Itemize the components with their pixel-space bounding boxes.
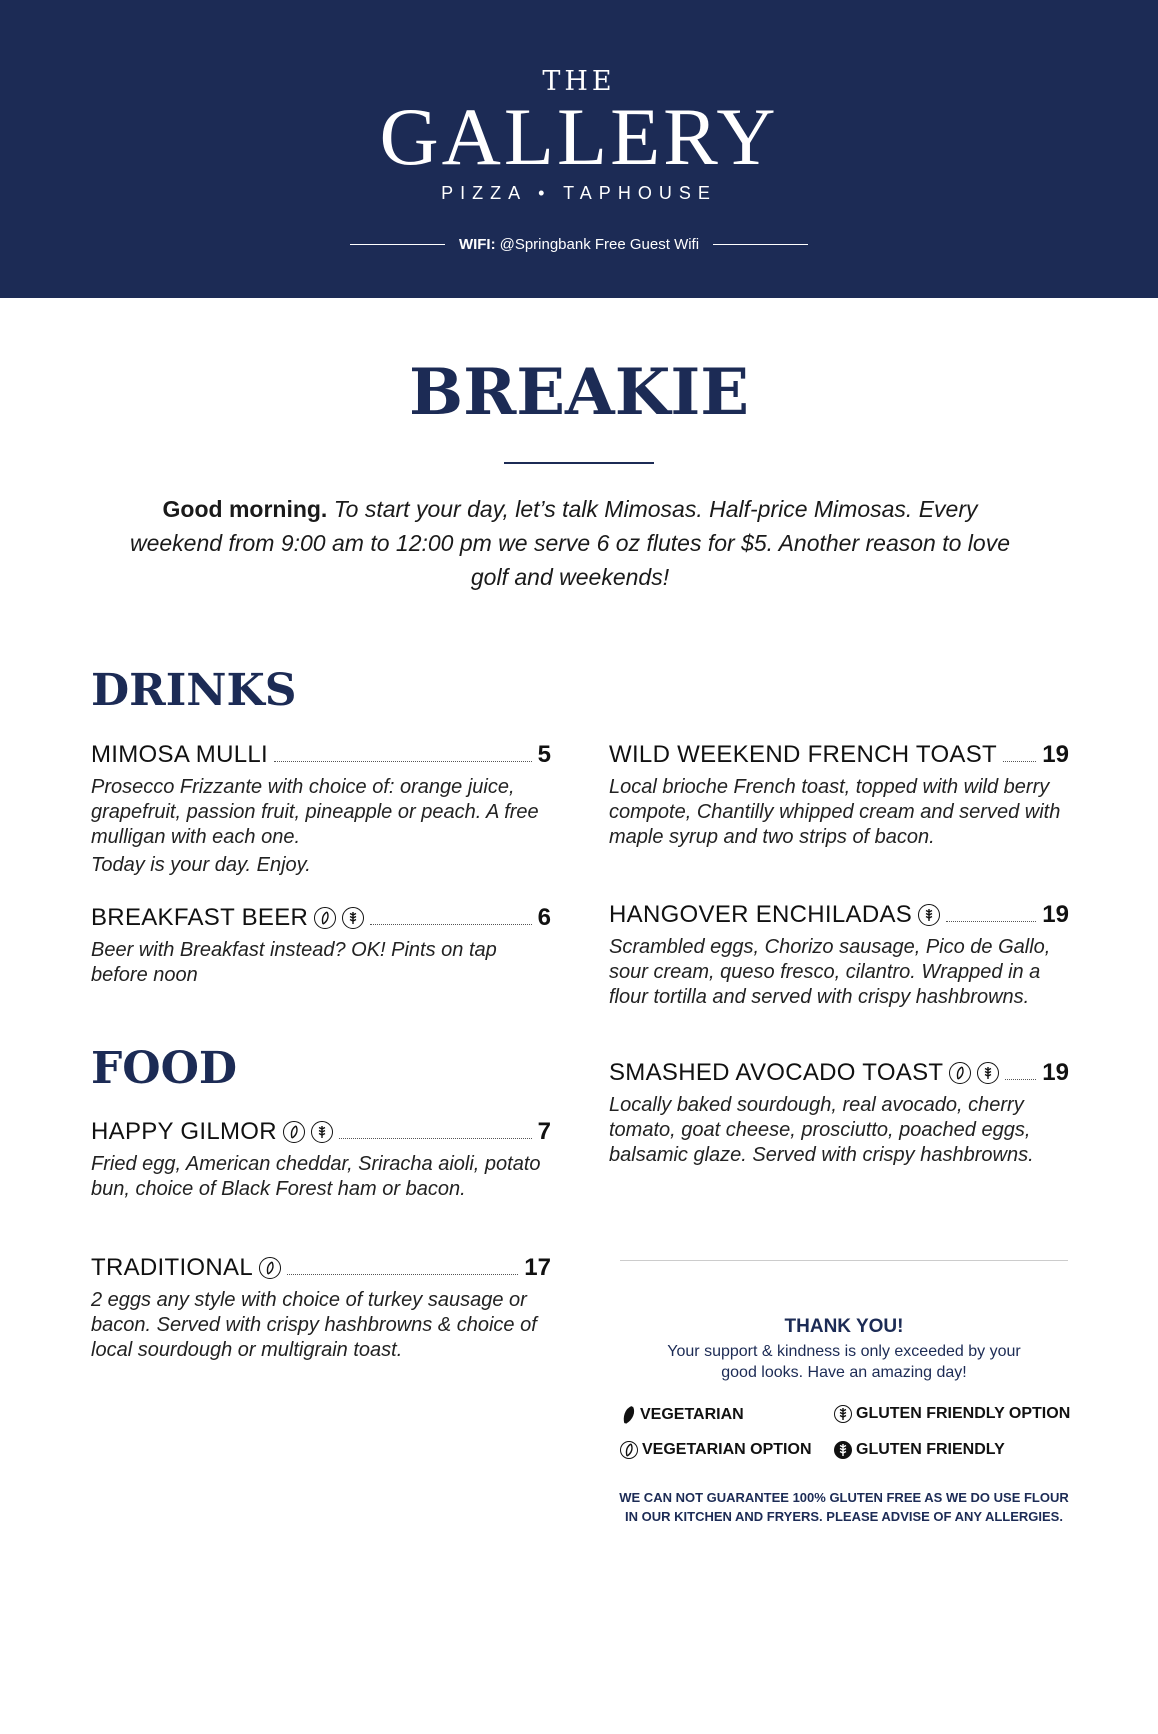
wifi-label: WIFI: — [458, 236, 496, 253]
gluten-friendly-option-icon — [918, 904, 940, 926]
item-price: 19 — [1042, 1059, 1069, 1086]
vegetarian-icon — [620, 1405, 636, 1425]
allergy-disclaimer: WE CAN NOT GUARANTEE 100% GLUTEN FREE AS WE DO USE FLOUR IN OUR KITCHEN AND FRYERS. PLEASE ADVISE OF ANY ALLERGIES. — [619, 1490, 1069, 1524]
item-description: 2 eggs any style with choice of turkey sausage or bacon. Served with crispy hashbrowns & choice of local sourdough or multigrain toast. — [91, 1289, 537, 1361]
gluten-friendly-option-icon — [834, 1405, 852, 1423]
logo-subtitle: PIZZA • TAPHOUSE — [441, 183, 717, 203]
gluten-friendly-option-icon — [977, 1062, 999, 1084]
vegetarian-option-icon — [283, 1121, 305, 1143]
legend-gluten-friendly — [834, 1441, 1005, 1459]
item-name: SMASHED AVOCADO TOAST — [609, 1059, 944, 1086]
leader-dots — [370, 924, 531, 925]
header-banner — [0, 0, 1158, 298]
gluten-friendly-icon — [834, 1441, 852, 1459]
wifi-value: @Springbank Free Guest Wifi — [499, 236, 700, 253]
menu-item-mimosa — [91, 737, 551, 878]
gluten-friendly-option-icon — [342, 907, 364, 929]
intro-lead: Good morning. — [162, 496, 328, 522]
item-description: Beer with Breakfast instead? OK! Pints on tap before noon — [91, 939, 497, 986]
menu-item-avocado-toast — [609, 1055, 1069, 1168]
page-title: BREAKIE — [408, 355, 750, 430]
leader-dots — [274, 761, 532, 762]
item-price: 7 — [537, 1118, 551, 1145]
leader-dots — [339, 1138, 532, 1139]
menu-item-traditional — [91, 1250, 551, 1363]
legend-label: GLUTEN FRIENDLY — [856, 1441, 1005, 1458]
vegetarian-option-icon — [949, 1062, 971, 1084]
item-name: WILD WEEKEND FRENCH TOAST — [609, 741, 997, 768]
menu-item-happy-gilmor — [91, 1114, 551, 1202]
menu-item-enchiladas — [609, 897, 1069, 1010]
logo-the: THE — [542, 66, 616, 97]
vegetarian-option-icon — [314, 907, 336, 929]
item-price: 5 — [537, 741, 551, 768]
leader-dots — [287, 1274, 518, 1275]
menu-item-french-toast — [609, 737, 1069, 850]
vegetarian-option-icon — [259, 1257, 281, 1279]
item-price: 19 — [1042, 741, 1069, 768]
item-price: 17 — [524, 1254, 551, 1281]
item-price: 6 — [537, 904, 551, 931]
item-description: Prosecco Frizzante with choice of: orange juice, grapefruit, passion fruit, pineapple or peach. A free mulligan with each one. — [91, 776, 539, 848]
item-name: HANGOVER ENCHILADAS — [609, 901, 913, 928]
intro-body: To start your day, let’s talk Mimosas. Half-price Mimosas. Every weekend from 9:00 am to 12:00 pm we serve 6 oz flutes for $5. Another reason to love golf and weekends! — [129, 496, 1011, 590]
legend-label: VEGETARIAN OPTION — [642, 1441, 812, 1458]
logo-name: GALLERY — [379, 91, 779, 182]
leader-dots — [946, 921, 1036, 922]
thanks-title: THANK YOU! — [784, 1316, 904, 1337]
legend-gluten-friendly-option — [834, 1405, 1070, 1423]
wifi-rule-right — [713, 244, 808, 245]
item-description: Fried egg, American cheddar, Sriracha aioli, potato bun, choice of Black Forest ham or bacon. — [91, 1153, 541, 1200]
footer-divider — [620, 1260, 1068, 1261]
intro-text — [115, 492, 1025, 594]
item-name: HAPPY GILMOR — [91, 1118, 277, 1145]
item-description-note: Today is your day. Enjoy. — [91, 854, 311, 876]
gluten-friendly-option-icon — [311, 1121, 333, 1143]
legend-label: GLUTEN FRIENDLY OPTION — [856, 1405, 1071, 1422]
leader-dots — [1005, 1079, 1036, 1080]
legend-vegetarian-option — [620, 1441, 812, 1459]
vegetarian-option-icon — [620, 1441, 638, 1459]
item-name: TRADITIONAL — [91, 1254, 253, 1281]
section-food: FOOD — [91, 1043, 238, 1094]
item-description: Locally baked sourdough, real avocado, cherry tomato, goat cheese, prosciutto, poached eggs, balsamic glaze. Served with crispy hashbrowns. — [609, 1094, 1034, 1166]
item-name: MIMOSA MULLI — [91, 741, 268, 768]
wifi-info — [0, 236, 1158, 253]
item-price: 19 — [1042, 901, 1069, 928]
thanks-text: Your support & kindness is only exceeded by your good looks. Have an amazing day! — [667, 1343, 1021, 1381]
item-description: Scrambled eggs, Chorizo sausage, Pico de Gallo, sour cream, queso fresco, cilantro. Wrapped in a flour tortilla and served with crispy hashbrowns. — [609, 936, 1051, 1008]
item-name: BREAKFAST BEER — [91, 904, 309, 931]
section-drinks: DRINKS — [91, 665, 297, 716]
legend-vegetarian — [620, 1405, 744, 1425]
title-divider — [504, 462, 654, 464]
leader-dots — [1003, 761, 1036, 762]
item-description: Local brioche French toast, topped with wild berry compote, Chantilly whipped cream and served with maple syrup and two strips of bacon. — [609, 776, 1061, 848]
menu-item-breakfast-beer — [91, 900, 551, 988]
wifi-rule-left — [350, 244, 445, 245]
legend-label: VEGETARIAN — [640, 1406, 744, 1423]
